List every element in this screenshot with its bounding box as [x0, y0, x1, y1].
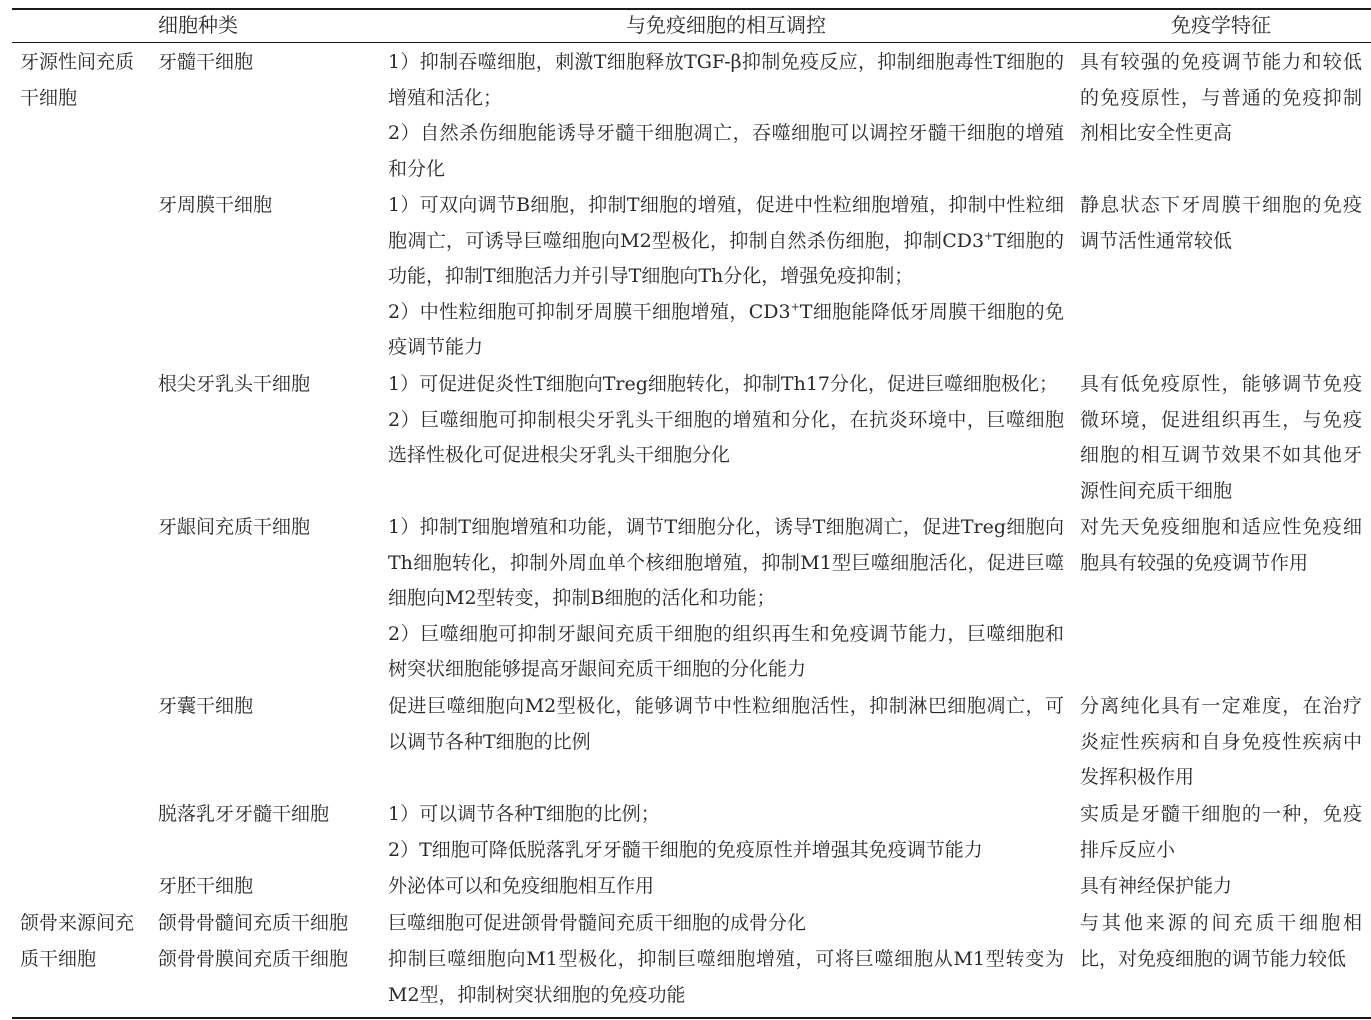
- interaction-point: 外泌体可以和免疫细胞相互作用: [388, 875, 655, 897]
- cell-type: 颌骨骨膜间充质干细胞: [158, 948, 349, 970]
- cell-interaction: [388, 869, 1064, 905]
- cell-interaction: [388, 906, 1064, 942]
- table-bottom-rule: [12, 1017, 1371, 1019]
- cell-feature: 对先天免疫细胞和适应性免疫细胞具有较强的免疫调节作用: [1080, 516, 1362, 574]
- cell-interaction: [388, 510, 1064, 688]
- cell-feature: 具有神经保护能力: [1080, 875, 1233, 897]
- cell-feature: 与其他来源的间充质干细胞相比，对免疫细胞的调节能力较低: [1080, 912, 1362, 970]
- cell-interaction: [388, 797, 1064, 868]
- group-label-dental: 牙源性间充质干细胞: [20, 51, 135, 109]
- cell-type: 牙髓干细胞: [158, 51, 254, 73]
- cell-feature: 具有较强的免疫调节能力和较低的免疫原性，与普通的免疫抑制剂相比安全性更高: [1080, 51, 1362, 145]
- interaction-point: 2）中性粒细胞可抑制牙周膜干细胞增殖，CD3+T细胞能降低牙周膜干细胞的免疫调节能力: [388, 300, 1064, 359]
- interaction-point: 1）可双向调节B细胞，抑制T细胞的增殖，促进中性粒细胞增殖，抑制中性粒细胞凋亡，可诱导巨噬细胞向M2型极化，抑制自然杀伤细胞，抑制CD3+T细胞的功能，抑制T细胞活力并引导T细胞向Th分化，增强免疫抑制；: [388, 194, 1064, 288]
- table-top-rule: [12, 8, 1371, 10]
- cell-type: 牙囊干细胞: [158, 695, 254, 717]
- cell-interaction: [388, 188, 1064, 366]
- interaction-point: 2）T细胞可降低脱落乳牙牙髓干细胞的免疫原性并增强其免疫调节能力: [388, 838, 983, 861]
- interaction-point: 巨噬细胞可促进颌骨骨髓间充质干细胞的成骨分化: [388, 912, 807, 934]
- cell-type: 牙胚干细胞: [158, 875, 254, 897]
- interaction-point: 抑制巨噬细胞向M1型极化，抑制巨噬细胞增殖，可将巨噬细胞从M1型转变为M2型，抑制树突状细胞的免疫功能: [388, 948, 1064, 1006]
- header-cell-feature: 免疫学特征: [1171, 13, 1271, 37]
- header-cell-type: 细胞种类: [158, 13, 238, 37]
- interaction-point: 2）巨噬细胞可抑制根尖牙乳头干细胞的增殖和分化，在抗炎环境中，巨噬细胞选择性极化可促进根尖牙乳头干细胞分化: [388, 408, 1064, 467]
- interaction-point: 1）可以调节各种T细胞的比例；: [388, 803, 660, 825]
- table-header-rule: [12, 42, 1371, 43]
- cell-type: 颌骨骨髓间充质干细胞: [158, 912, 349, 934]
- cell-interaction: [388, 942, 1064, 1013]
- cell-type: 牙周膜干细胞: [158, 194, 273, 216]
- cell-feature: 实质是牙髓干细胞的一种，免疫排斥反应小: [1080, 803, 1362, 861]
- cell-interaction: [388, 367, 1064, 474]
- interaction-point: 促进巨噬细胞向M2型极化，能够调节中性粒细胞活性，抑制淋巴细胞凋亡，可以调节各种T细胞的比例: [388, 695, 1064, 753]
- cell-feature: 具有低免疫原性，能够调节免疫微环境，促进组织再生，与免疫细胞的相互调节效果不如其他牙源性间充质干细胞: [1080, 373, 1362, 502]
- group-label-jaw: 颌骨来源间充质干细胞: [20, 912, 135, 970]
- cell-interaction: [388, 689, 1064, 760]
- interaction-point: 1）抑制吞噬细胞，刺激T细胞释放TGF-β抑制免疫反应，抑制细胞毒性T细胞的增殖和活化；: [388, 51, 1064, 109]
- interaction-point: 1）可促进促炎性T细胞向Treg细胞转化，抑制Th17分化，促进巨噬细胞极化；: [388, 373, 1059, 395]
- header-cell-interaction: 与免疫细胞的相互调控: [626, 13, 826, 37]
- interaction-point: 1）抑制T细胞增殖和功能，调节T细胞分化，诱导T细胞凋亡，促进Treg细胞向Th细胞转化，抑制外周血单个核细胞增殖，抑制M1型巨噬细胞活化，促进巨噬细胞向M2型转变，抑制B细胞的活化和功能；: [388, 516, 1064, 610]
- cell-type: 脱落乳牙牙髓干细胞: [158, 803, 330, 825]
- interaction-point: 2）自然杀伤细胞能诱导牙髓干细胞凋亡，吞噬细胞可以调控牙髓干细胞的增殖和分化: [388, 122, 1064, 180]
- cell-interaction: [388, 45, 1064, 187]
- interaction-point: 2）巨噬细胞可抑制牙龈间充质干细胞的组织再生和免疫调节能力，巨噬细胞和树突状细胞能够提高牙龈间充质干细胞的分化能力: [388, 622, 1064, 681]
- cell-feature: 分离纯化具有一定难度，在治疗炎症性疾病和自身免疫性疾病中发挥积极作用: [1080, 695, 1362, 789]
- cell-type: 根尖牙乳头干细胞: [158, 373, 311, 395]
- cell-type: 牙龈间充质干细胞: [158, 516, 311, 538]
- cell-feature: 静息状态下牙周膜干细胞的免疫调节活性通常较低: [1080, 194, 1362, 252]
